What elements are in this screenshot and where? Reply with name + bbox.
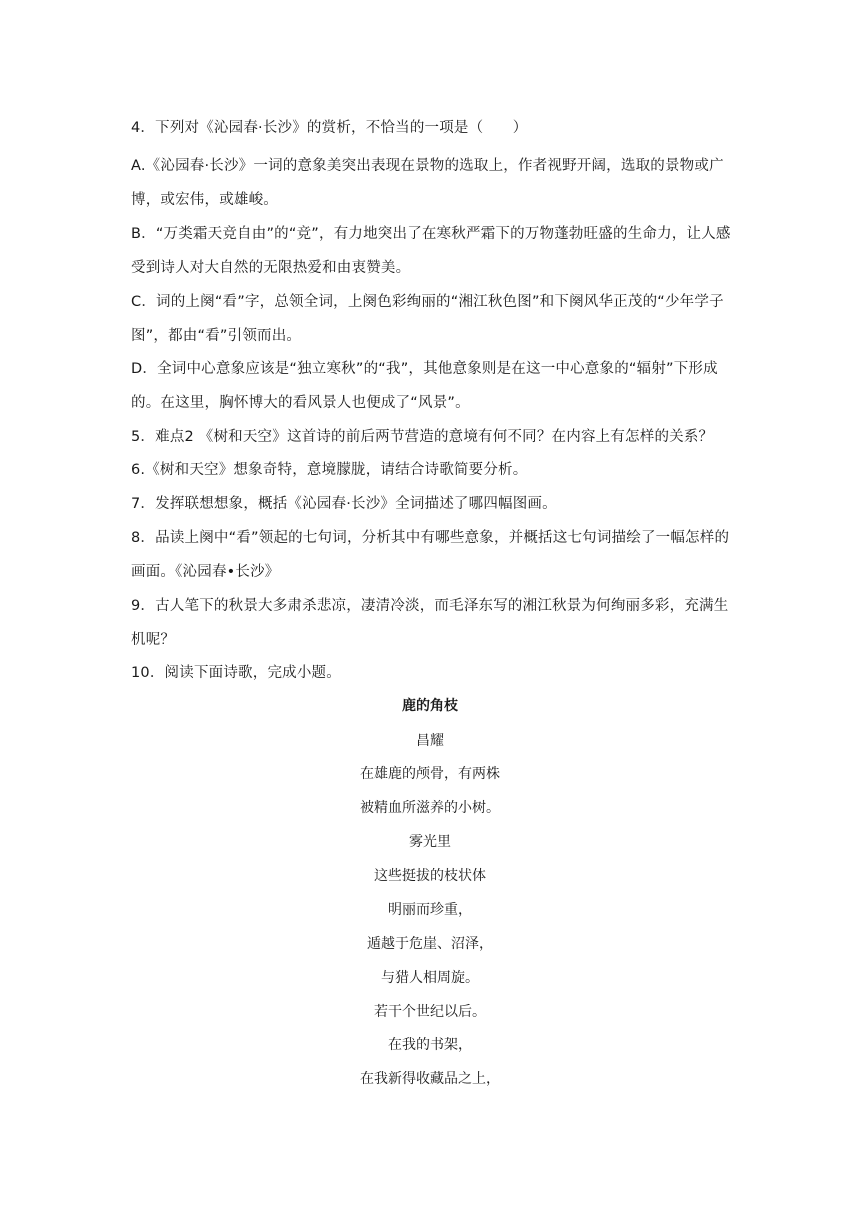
question-6: 6.《树和天空》想象奇特，意境朦胧，请结合诗歌简要分析。 [131,462,528,478]
option-d: D．全词中心意象应该是“独立寒秋”的“我”，其他意象则是在这一中心意象的“辐射”下形成的。在这里，胸怀博大的看风景人也便成了“风景”。 [131,361,718,411]
poem-title: 鹿的角枝 [402,698,458,714]
question-5: 5．难点2 《树和天空》这首诗的前后两节营造的意境有何不同？在内容上有怎样的关系？ [131,429,714,445]
option-b: B．“万类霜天竞自由”的“竞”，有力地突出了在寒秋严霜下的万物蓬勃旺盛的生命力，让人感受到诗人对大自然的无限热爱和由衷赞美。 [131,226,731,276]
option-c: C．词的上阕“看”字，总领全词，上阕色彩绚丽的“湘江秋色图”和下阕风华正茂的“少年学子图”，都由“看”引领而出。 [131,294,724,344]
poem-line: 雾光里 [409,834,451,850]
question-10: 10．阅读下面诗歌，完成小题。 [131,665,341,681]
poem-line: 在我新得收藏品之上， [360,1071,500,1087]
question-7: 7．发挥联想想象，概括《沁园春·长沙》全词描述了哪四幅图画。 [131,496,557,512]
poem-line: 若干个世纪以后。 [374,1004,486,1020]
poem-line: 明丽而珍重， [388,902,472,918]
question-9: 9．古人笔下的秋景大多肃杀悲凉，凄清冷淡，而毛泽东写的湘江秋景为何绚丽多彩，充满生机呢？ [131,598,729,648]
question-4: 4．下列对《沁园春·长沙》的赏析，不恰当的一项是（ ） [131,120,528,136]
poem-line: 被精血所滋养的小树。 [360,800,500,816]
poem-line: 这些挺拔的枝状体 [374,868,486,884]
question-8: 8．品读上阕中“看”领起的七句词，分析其中有哪些意象，并概括这七句词描绘了一幅怎样的画面。《沁园春•长沙》 [131,530,730,580]
poem-line: 在雄鹿的颅骨，有两株 [360,766,500,782]
option-a: A.《沁园春·长沙》一词的意象美突出表现在景物的选取上，作者视野开阔，选取的景物或广博，或宏伟，或雄峻。 [131,158,724,208]
poem-line: 与猎人相周旋。 [381,970,479,986]
poem-author: 昌耀 [416,733,444,749]
poem-line: 在我的书架， [388,1037,472,1053]
poem-line: 遁越于危崖、沼泽， [367,936,493,952]
